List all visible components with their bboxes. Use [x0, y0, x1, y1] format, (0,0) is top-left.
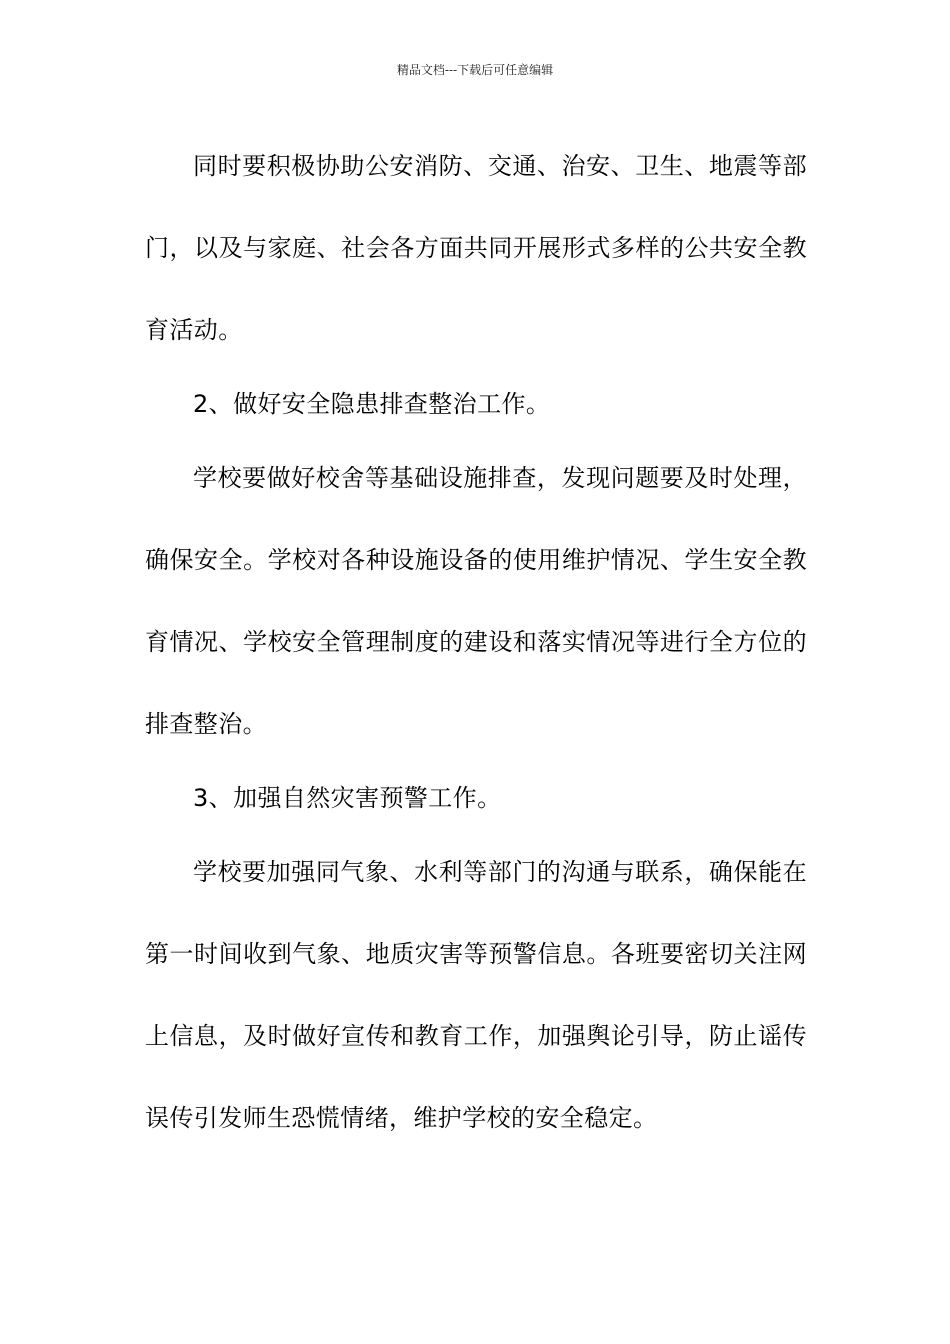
paragraph-facility-inspection: 学校要做好校舍等基础设施排查，发现问题要及时处理，确保安全。学校对各种设施设备的使用维护情况、学生安全教育情况、学校安全管理制度的建设和落实情况等进行全方位的排查整治。: [145, 464, 807, 738]
section-heading-hazard-inspection: 2、做好安全隐患排查整治工作。: [193, 390, 551, 418]
document-body: [145, 125, 807, 1159]
paragraph-disaster-warning: 学校要加强同气象、水利等部门的沟通与联系，确保能在第一时间收到气象、地质灾害等预警信息。各班要密切关注网上信息，及时做好宣传和教育工作，加强舆论引导，防止谣传误传引发师生恐慌情绪，维护学校的安全稳定。: [145, 858, 807, 1132]
section-heading-disaster-warning: 3、加强自然灾害预警工作。: [193, 784, 502, 812]
paragraph-public-safety-education: 同时要积极协助公安消防、交通、治安、卫生、地震等部门，以及与家庭、社会各方面共同开展形式多样的公共安全教育活动。: [145, 152, 807, 344]
page-header: 精品文档---下载后可任意编辑: [396, 63, 554, 77]
